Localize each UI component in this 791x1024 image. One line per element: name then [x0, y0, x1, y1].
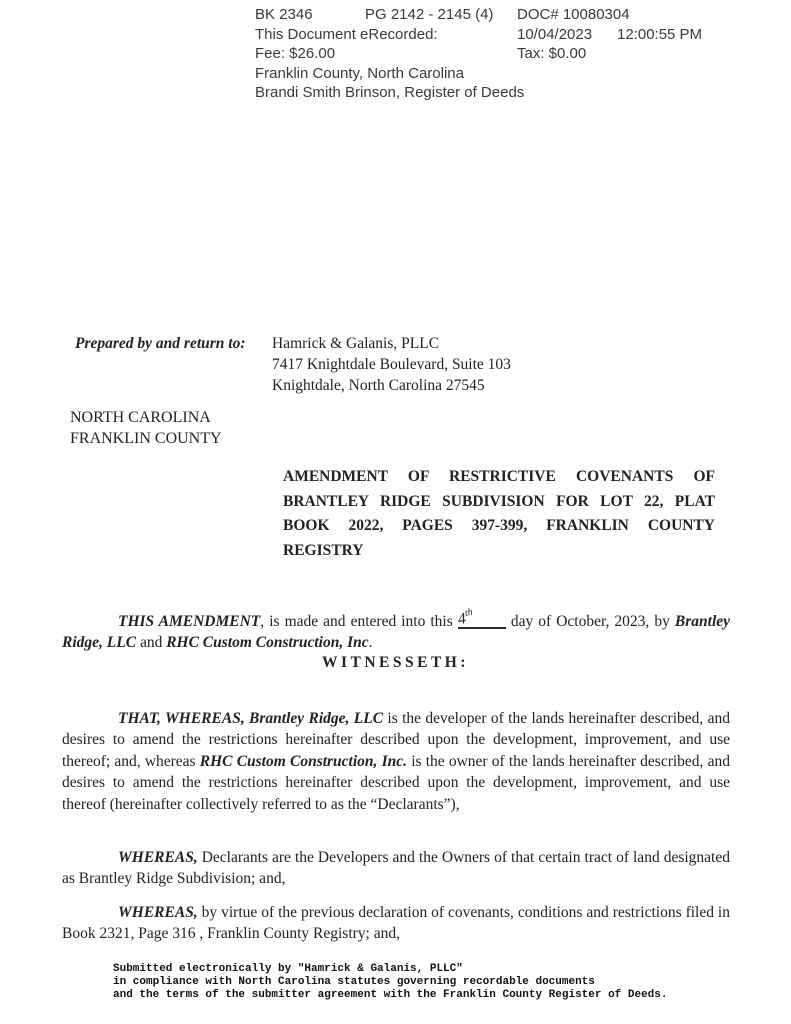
jurisdiction-state: NORTH CAROLINA — [70, 409, 211, 426]
intro-text-2: day of October, 2023, by — [505, 612, 675, 630]
page-range: PG 2142 - 2145 (4) — [365, 6, 494, 23]
submission-footer-line-1: Submitted electronically by "Hamrick & Galanis, PLLC" — [113, 963, 463, 975]
stamp-register-line: Brandi Smith Brinson, Register of Deeds — [255, 84, 525, 101]
jurisdiction-county: FRANKLIN COUNTY — [70, 430, 222, 447]
document-title: AMENDMENT OF RESTRICTIVE COVENANTS OF BRANTLEY RIDGE SUBDIVISION FOR LOT 22, PLAT BOOK 2022, PAGES 397-399, FRANKLIN COUNTY REGISTRY — [283, 468, 715, 559]
intro-party-2: RHC Custom Construction, Inc — [166, 634, 369, 651]
intro-party-1: Brantley Ridge, LLC — [62, 612, 731, 651]
recorded-time: 12:00:55 PM — [617, 25, 703, 43]
firm-city: Knightdale, North Carolina 27545 — [272, 377, 485, 394]
submission-footer-line-3: and the terms of the submitter agreement with the Franklin County Register of Deeds. — [113, 989, 668, 1001]
jurisdiction-block — [70, 407, 222, 449]
prepared-by-address — [272, 333, 511, 396]
submission-footer-line-2: in compliance with North Carolina statutes governing recordable documents — [113, 976, 595, 988]
recording-stamp — [255, 5, 702, 103]
prepared-by-block — [75, 333, 511, 396]
intro-text-1: , is made and entered into this — [260, 612, 458, 630]
stamp-county-line: Franklin County, North Carolina — [255, 64, 464, 82]
tax-amount: Tax: $0.00 — [517, 45, 587, 62]
recital-2-lead: WHEREAS, — [118, 848, 198, 866]
firm-street: 7417 Knightdale Boulevard, Suite 103 — [272, 356, 511, 373]
recital-1-text-1: is the developer of the lands hereinafter described, and desires to amend the restrictions hereinafter described upon the development, improvement, and use thereof; and, whereas — [62, 709, 730, 770]
recital-paragraph-1 — [62, 708, 730, 816]
doc-number: DOC# 10080304 — [517, 6, 630, 23]
stamp-row-fee — [255, 44, 702, 64]
recital-1-lead: THAT, WHEREAS, Brantley Ridge, LLC — [118, 709, 384, 727]
prepared-by-label: Prepared by and return to: — [75, 335, 246, 352]
recital-1-text-2: is the owner of the lands hereinafter described, and desires to amend the restrictions hereinafter described upon the development, improvement, and use thereof (hereinafter collectively referred to as the “Declarants”), — [62, 752, 730, 813]
stamp-row-recorded — [255, 25, 702, 45]
intro-period: . — [368, 634, 373, 651]
handwritten-day-value: 4th — [456, 606, 474, 628]
recital-3-text: by virtue of the previous declaration of covenants, conditions and restrictions filed in Book 2321, Page 316 , Franklin County Registry; and, — [62, 903, 730, 942]
recital-2-text: Declarants are the Developers and the Owners of that certain tract of land designated as Brantley Ridge Subdivision; and, — [62, 848, 730, 887]
recorded-date: 10/04/2023 — [517, 25, 593, 43]
fee-amount: Fee: $26.00 — [255, 45, 336, 62]
handwritten-day-blank — [456, 606, 506, 629]
recital-paragraph-2 — [62, 847, 730, 890]
recital-3-lead: WHEREAS, — [118, 903, 198, 921]
recital-paragraph-3 — [62, 902, 730, 945]
intro-lead: THIS AMENDMENT — [118, 612, 261, 630]
recital-1-party: RHC Custom Construction, Inc. — [199, 752, 408, 770]
intro-conjunction: and — [136, 634, 167, 651]
erecorded-label: This Document eRecorded: — [255, 25, 438, 43]
witnesseth-heading: WITNESSETH: — [321, 654, 470, 671]
book-number: BK 2346 — [255, 6, 313, 23]
stamp-row-book — [255, 5, 702, 25]
intro-paragraph — [62, 606, 731, 654]
firm-name: Hamrick & Galanis, PLLC — [272, 335, 440, 352]
submission-footer — [113, 963, 668, 1002]
